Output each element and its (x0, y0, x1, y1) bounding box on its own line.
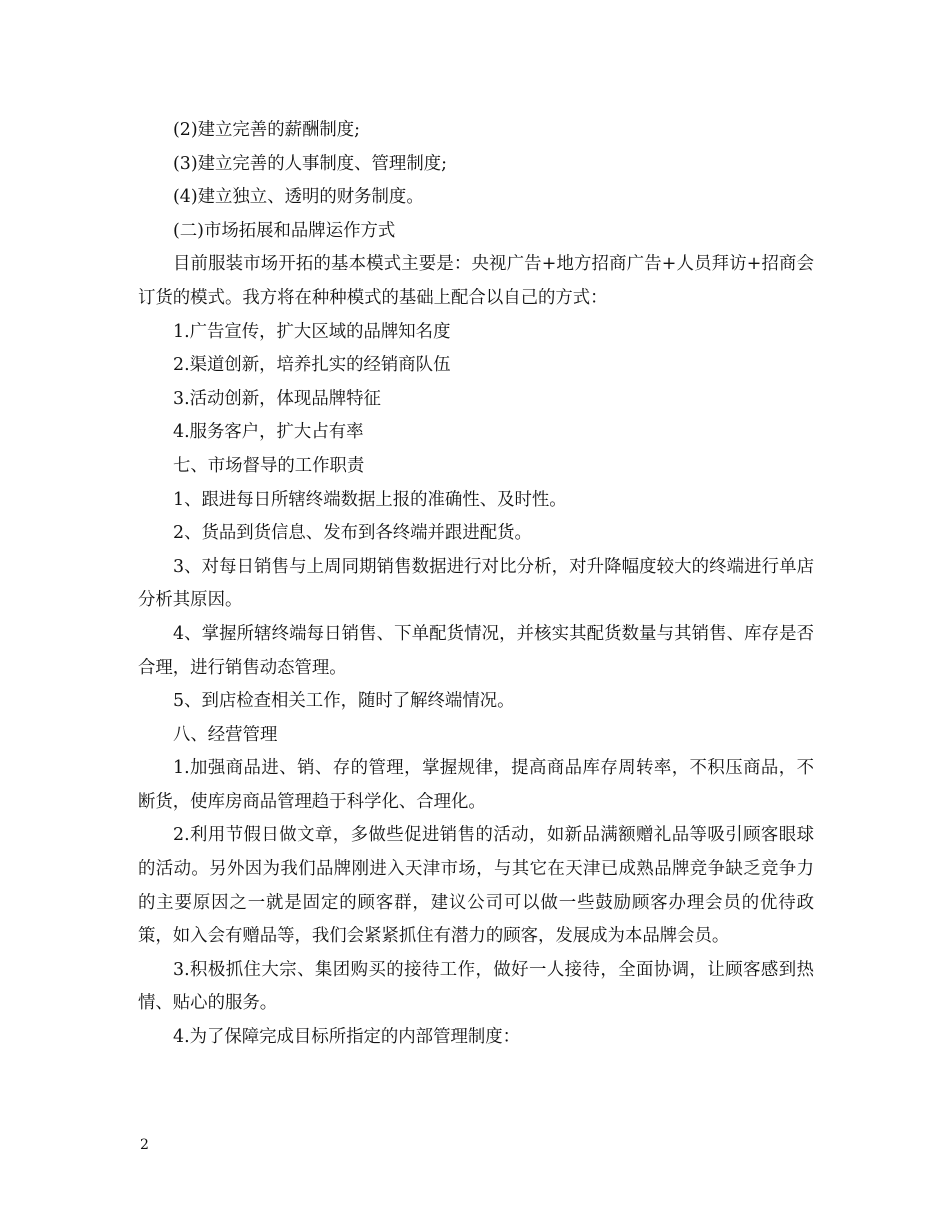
list-item-activity-innovation: 3.活动创新，体现品牌特征 (173, 388, 381, 409)
paragraph-salary-system: (2)建立完善的薪酬制度; (173, 120, 361, 140)
list-item-channel-innovation: 2.渠道创新，培养扎实的经销商队伍 (173, 355, 451, 376)
list-item-customer-service: 4.服务客户，扩大占有率 (173, 422, 364, 443)
list-item-holiday-promotions: 2.利用节假日做文章，多做些促进销售的活动，如新品满额赠礼品等吸引顾客眼球的活动。另外因为我们品牌刚进入天津市场，与其它在天津已成熟品牌竞争缺乏竞争力的主要原因之一就是固定的顾客群，建议公司可以做一些鼓励顾客办理会员的优待政策，如入会有赠品等，我们会紧紧抓住有潜力的顾客，发展成为本品牌会员。 (138, 825, 814, 947)
list-item-internal-rules: 4.为了保障完成目标所指定的内部管理制度： (173, 1027, 521, 1048)
page-number: 2 (140, 1137, 149, 1153)
section-heading-supervisor-duties: 七、市场督导的工作职责 (173, 455, 365, 476)
section-heading-operations: 八、经营管理 (173, 724, 278, 745)
list-item-sales-analysis: 3、对每日销售与上周同期销售数据进行对比分析，对升降幅度较大的终端进行单店分析其原因。 (138, 556, 814, 611)
list-item-goods-arrival: 2、货品到货信息、发布到各终端并跟进配货。 (173, 523, 532, 544)
list-item-stock-turnover: 1.加强商品进、销、存的管理，掌握规律，提高商品库存周转率，不积压商品，不断货，使库房商品管理趋于科学化、合理化。 (138, 758, 814, 812)
list-item-data-reporting: 1、跟进每日所辖终端数据上报的准确性、及时性。 (173, 489, 567, 510)
section-heading-market-expansion: (二)市场拓展和品牌运作方式 (173, 220, 396, 241)
list-item-group-purchase: 3.积极抓住大宗、集团购买的接待工作，做好一人接待，全面协调，让顾客感到热情、贴心的服务。 (138, 959, 814, 1014)
list-item-advertising: 1.广告宣传，扩大区域的品牌知名度 (173, 321, 451, 342)
paragraph-personnel-system: (3)建立完善的人事制度、管理制度; (173, 153, 447, 174)
paragraph-market-model: 目前服装市场开拓的基本模式主要是：央视广告+地方招商广告+人员拜访+招商会订货的模式。我方将在种种模式的基础上配合以自己的方式： (138, 254, 814, 308)
list-item-inventory-management: 4、掌握所辖终端每日销售、下单配货情况，并核实其配货数量与其销售、库存是否合理，进行销售动态管理。 (138, 623, 814, 678)
list-item-store-inspection: 5、到店检查相关工作，随时了解终端情况。 (173, 691, 515, 712)
paragraph-finance-system: (4)建立独立、透明的财务制度。 (173, 187, 424, 208)
document-body (138, 114, 814, 1055)
